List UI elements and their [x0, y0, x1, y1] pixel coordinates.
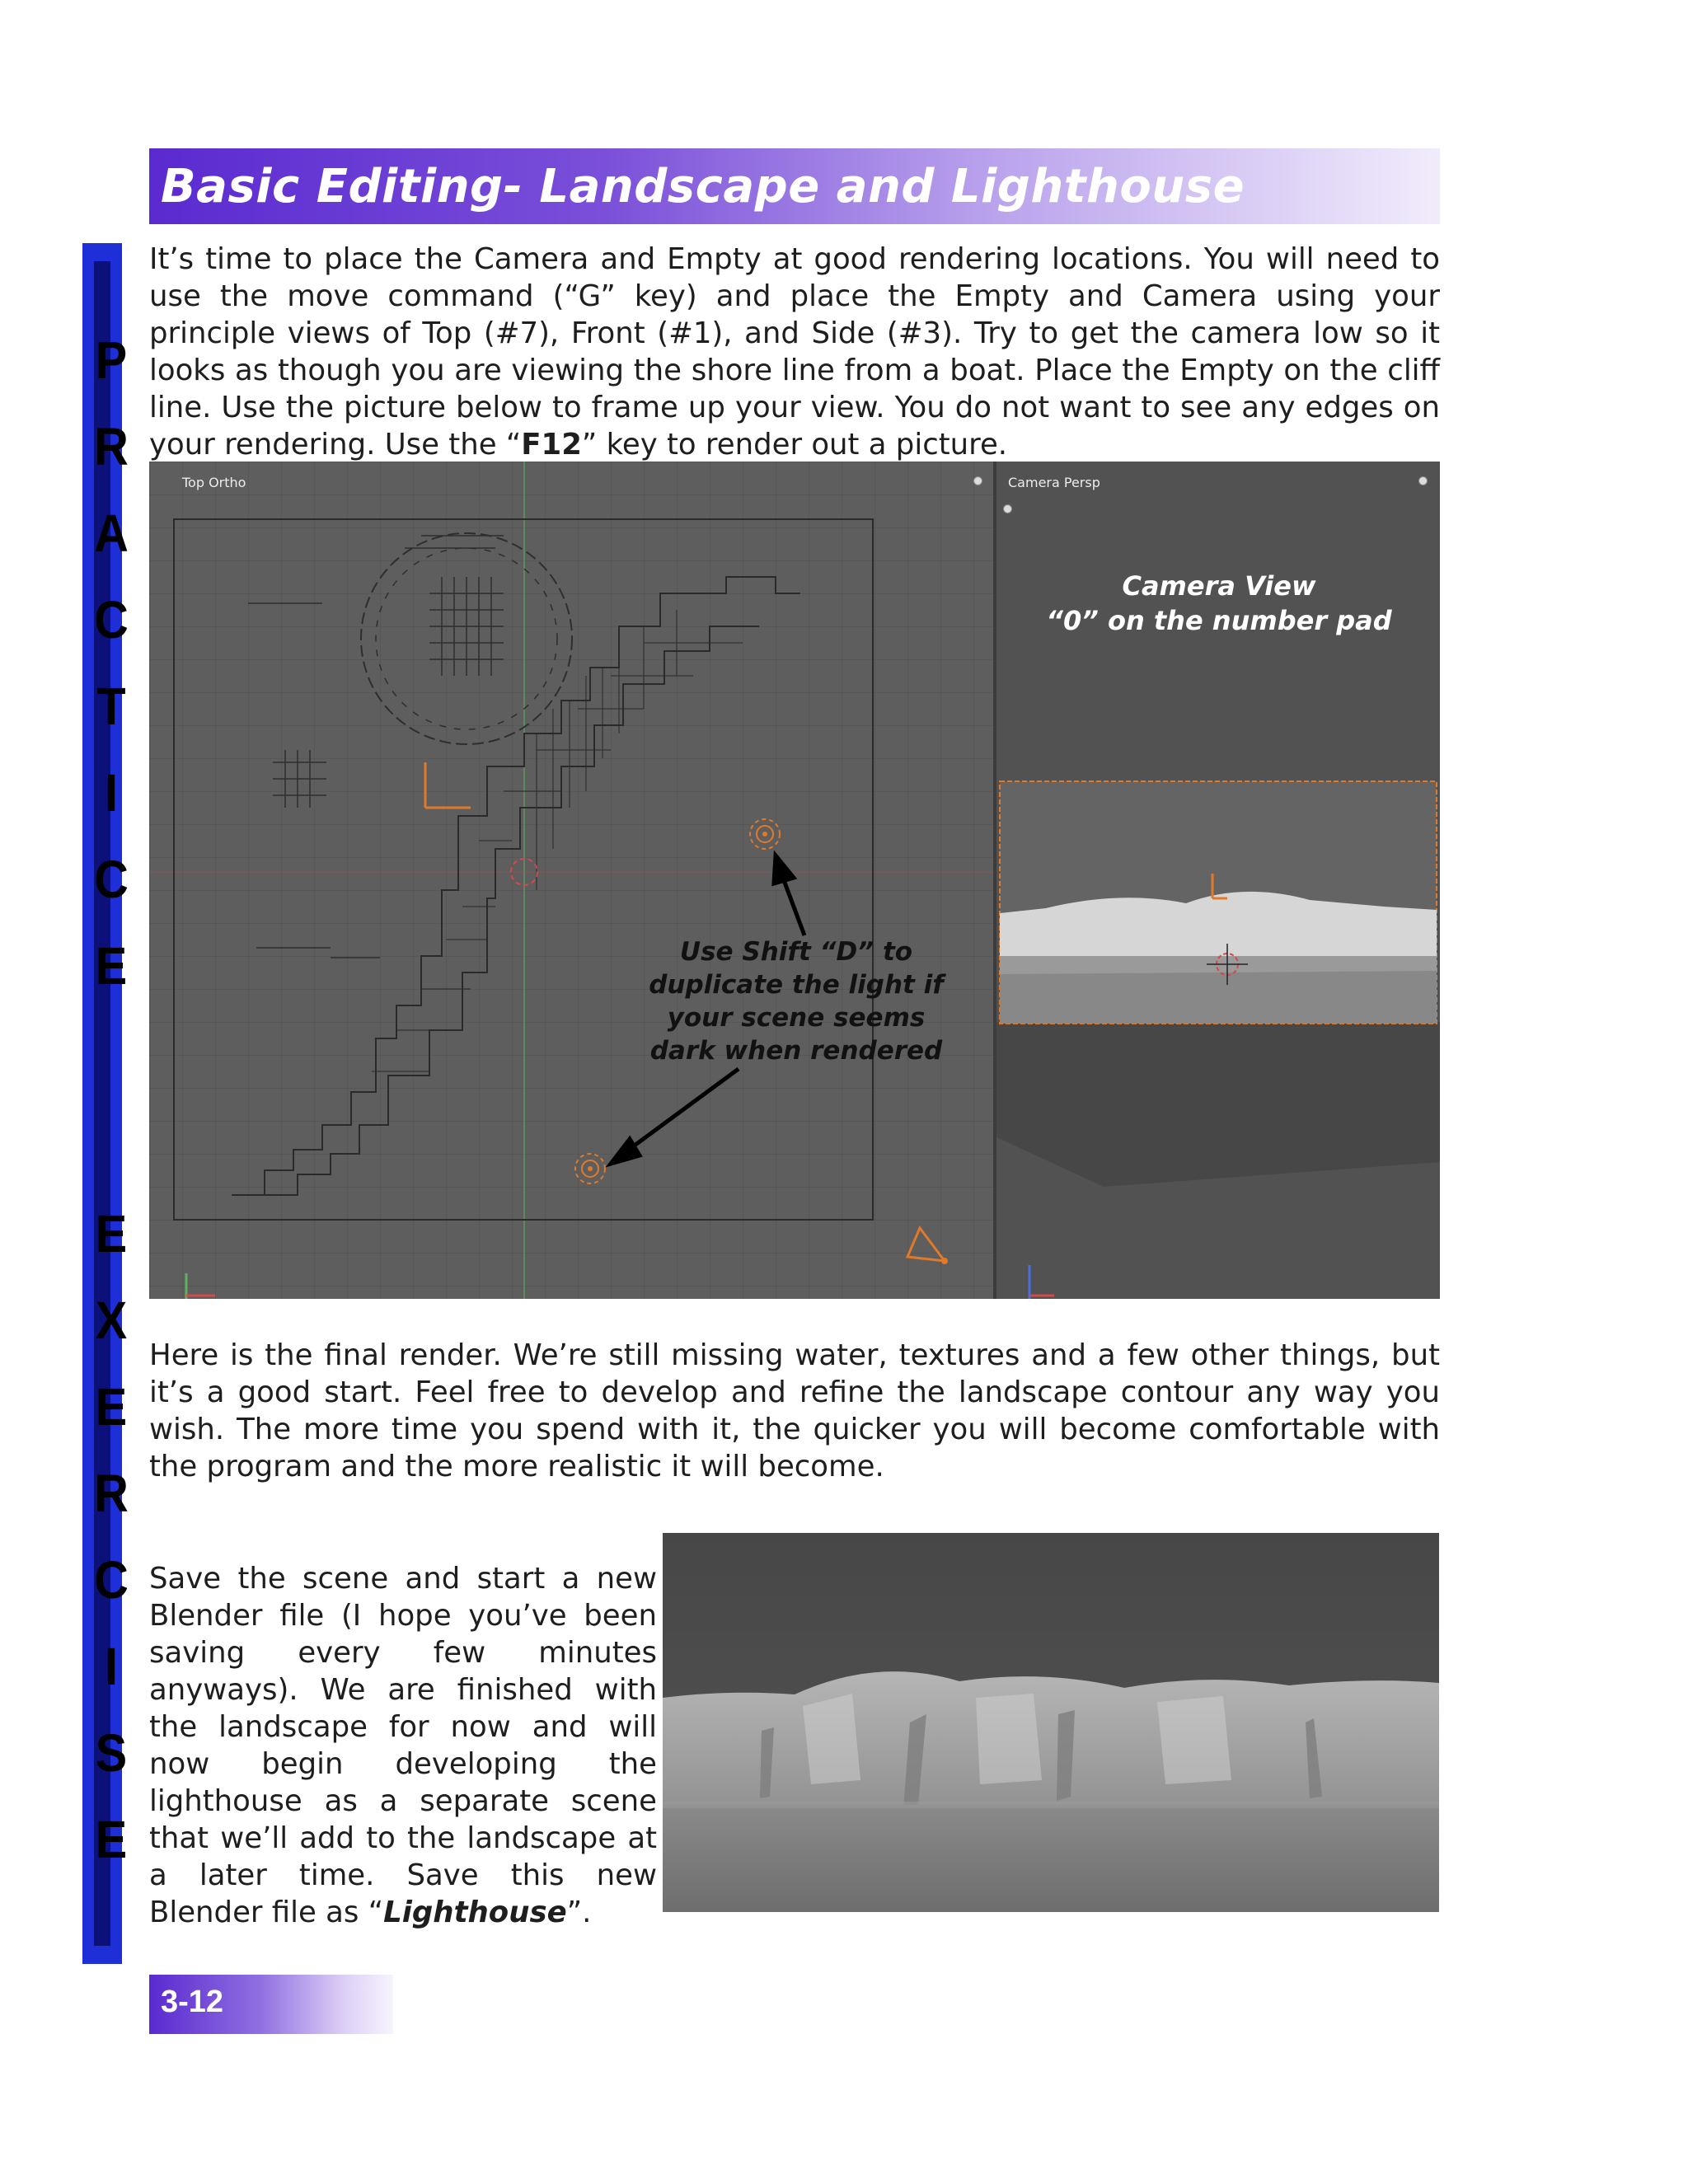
- intro-text-end: ” key to render out a picture.: [581, 428, 1008, 462]
- key-f12: F12: [521, 428, 582, 462]
- side-letter: T: [96, 677, 126, 736]
- save-scene-paragraph: [149, 1560, 657, 1931]
- side-letter: C: [94, 1550, 129, 1610]
- side-letter: E: [95, 1204, 128, 1263]
- top-ortho-viewport: [149, 462, 993, 1299]
- camera-view-title: Camera View: [1122, 570, 1316, 602]
- side-letter: X: [95, 1291, 128, 1350]
- camera-persp-viewport: [996, 462, 1440, 1299]
- callout-line: dark when rendered: [649, 1036, 943, 1066]
- save-scene-text-end: ”.: [566, 1896, 592, 1929]
- intro-text: It’s time to place the Camera and Empty at good rendering locations. You will need to use the move command (“G” key) and place the Empty and Camera using your principle views of Top (#7), Front (#1), and Side (#3). Try to get the camera low so it looks as though you are viewing the shore line from a boat. Place the Empty on the cliff line. Use the picture below to frame up your view. You do not want to see any edges on your rendering. Use the “: [149, 242, 1440, 462]
- viewport-label: Camera Persp: [1008, 475, 1100, 490]
- camera-view-hint: “0” on the number pad: [1046, 605, 1392, 636]
- title-banner: [149, 148, 1440, 224]
- save-scene-text: Save the scene and start a new Blender file (I hope you’ve been saving every few minutes anyways). We are finished with the landscape for now and will now begin developing the lighthouse as a separate scene that we’ll add to the landscape at a later time. Save this new Blender file as “: [149, 1562, 657, 1929]
- callout-line: duplicate the light if: [649, 970, 944, 1000]
- side-letter: R: [94, 417, 129, 476]
- final-render-image: [663, 1533, 1439, 1912]
- page-number: 3-12: [161, 1985, 224, 2019]
- blender-viewports-screenshot: [149, 462, 1440, 1299]
- final-render-paragraph: Here is the final render. We’re still missing water, textures and a few other things, but it’s a good start. Feel free to develop and refine the landscape contour any way you wish. The more time you spend with it, the quicker you will become comfortable with the program and the more realistic it will become.: [149, 1338, 1440, 1483]
- side-letter: I: [104, 763, 119, 823]
- side-letter: P: [95, 330, 128, 390]
- top-view-drawing: [149, 462, 993, 1299]
- page-title: Basic Editing- Landscape and Lighthouse: [161, 160, 1245, 213]
- viewport-label: Top Ortho: [182, 475, 246, 490]
- callout-line: Use Shift “D” to: [679, 937, 913, 967]
- side-letter: S: [95, 1723, 128, 1783]
- side-letter: C: [94, 850, 129, 909]
- render-drawing: [663, 1533, 1439, 1912]
- callout-line: your scene seems: [667, 1003, 926, 1033]
- page-number-tab: [149, 1975, 393, 2034]
- side-letter: E: [95, 1377, 128, 1436]
- side-letter: A: [94, 504, 129, 563]
- side-letter: I: [104, 1637, 119, 1696]
- intro-paragraph: [149, 241, 1440, 463]
- side-letter: R: [94, 1464, 129, 1523]
- side-label-practice-exercise: [91, 330, 132, 1896]
- side-letter: E: [95, 1810, 128, 1869]
- side-letter: E: [95, 936, 128, 996]
- camera-view-annotation: [1046, 569, 1392, 638]
- duplicate-light-callout: [644, 935, 949, 1067]
- filename-lighthouse: Lighthouse: [383, 1896, 567, 1929]
- side-letter: C: [94, 590, 129, 649]
